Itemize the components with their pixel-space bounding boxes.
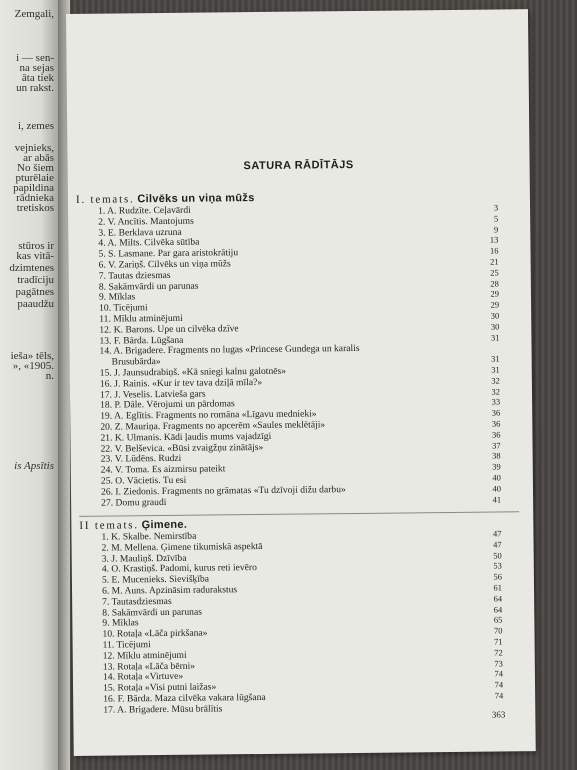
- left-page-fragment: Zemgali,: [14, 8, 54, 20]
- toc-entry[interactable]: [81, 701, 521, 716]
- toc-entry-title: 14. Rotaļa «Virtuve»: [102, 671, 184, 684]
- page-number: 363: [491, 709, 506, 720]
- toc-entry-title: 2. V. Ancītis. Mantojums: [98, 215, 194, 228]
- toc-entry-page: 74: [494, 668, 503, 679]
- toc-entry-page: 36: [491, 429, 501, 440]
- toc-entry-page: 13: [489, 234, 499, 245]
- section-name: Ģimene.: [141, 518, 188, 532]
- toc-entry-page: 50: [493, 550, 502, 561]
- toc-entry-title: 13. F. Bārda. Lūgšana: [99, 334, 184, 347]
- left-page-fragment: paaudžu: [17, 298, 54, 310]
- toc-entry-title: 15. Rotaļa «Visi putni laižas»: [103, 681, 217, 694]
- toc-entry-title: 21. K. Ulmanis. Kādi ļaudis mums vajadzīgi: [100, 430, 272, 444]
- toc-entry-page: 31: [491, 364, 500, 375]
- toc-entry-title: 8. Sakāmvārdi un parunas: [102, 606, 202, 619]
- toc-entry-title: 12. Mīklu atminējumi: [102, 649, 187, 662]
- toc-entry-page: 25: [490, 267, 499, 278]
- toc-entry-page: 32: [491, 386, 501, 397]
- toc-entry-title: 8. Sakāmvārdi un parunas: [98, 280, 199, 293]
- toc-entry-title: 10. Rotaļa «Lāča pirkšana»: [102, 627, 208, 640]
- toc-entry-title: 14. A. Brigadere. Fragments no lugas «Princese Gundega un karalis: [99, 343, 360, 358]
- toc-entry-page: 36: [491, 407, 501, 418]
- toc-entry-page: 72: [494, 647, 503, 658]
- toc-entry-page: 28: [490, 278, 499, 289]
- toc-entry-title: 6. V. Zariņš. Cilvēks un viņa mūžs: [98, 258, 231, 271]
- toc-section-2: [79, 515, 521, 716]
- toc-entry-title-continued: Brusubārda»: [111, 356, 161, 368]
- toc-entry-title: 17. J. Veselis. Latvieša gars: [99, 388, 206, 401]
- toc-entry-page: 73: [494, 658, 503, 669]
- toc-entry-title: 3. J. Mauliņš. Dzīvība: [101, 552, 187, 565]
- left-page-fragment: dzimtenes: [9, 262, 54, 274]
- toc-entry-title: 4. O. Krastiņš. Padomi, kurus reti ievēro: [101, 562, 257, 576]
- left-page-edge: [0, 0, 58, 770]
- toc-entry-page: 9: [493, 224, 499, 235]
- contents-page: [66, 9, 536, 756]
- section-label: II temats.: [79, 519, 139, 532]
- page-title: SATURA RĀDĪTĀJS: [243, 158, 354, 173]
- left-page-fragment: No šiem: [17, 162, 54, 174]
- toc-entry-page: 64: [493, 593, 503, 604]
- toc-entry-page: 56: [493, 571, 502, 582]
- toc-entry-title: 11. Ticējumi: [102, 639, 151, 651]
- toc-entry-title: 15. J. Jaunsudrabiņš. «Kā sniegi kalnu galotnēs»: [99, 365, 287, 379]
- toc-entry-title: 23. V. Lūdēns. Rudzi: [100, 453, 182, 465]
- toc-entry-page: 31: [491, 353, 500, 364]
- left-page-fragment: », «1905.: [12, 360, 54, 372]
- toc-entry-title: 2. M. Mellena. Ģimene tikumiskā aspektā: [101, 540, 263, 554]
- toc-entry-title: 10. Ticējumi: [99, 302, 148, 314]
- toc-entry-title: 3. E. Berklava uzruna: [98, 226, 182, 239]
- left-page-fragment: na sejas: [19, 62, 54, 74]
- toc-entry-title: 7. Tautasdziesmas: [102, 595, 172, 608]
- left-page-fragment: pagātnes: [15, 286, 54, 298]
- toc-entry-page: 31: [490, 332, 500, 343]
- left-page-fragment: kas vitā-: [16, 250, 54, 262]
- left-page-fragment: ieša» tēls,: [10, 350, 54, 362]
- toc-entry-page: 70: [493, 625, 503, 636]
- toc-entry-page: 71: [494, 636, 503, 647]
- toc-entry-title: 6. M. Auns. Apzināsim radurakstus: [101, 584, 238, 597]
- toc-entry-title: 5. E. Mucenieks. Sievišķība: [101, 573, 210, 586]
- left-page-fragment: pturēlaie: [15, 172, 54, 184]
- left-page-fragment: papildina: [13, 182, 54, 194]
- left-page-fragment: i, zemes: [17, 120, 54, 132]
- toc-entry-page: 37: [491, 440, 501, 451]
- toc-entry-page: 41: [492, 493, 502, 505]
- toc-entry-page: 64: [493, 604, 503, 615]
- toc-entry-title: 17. A. Brigadere. Mūsu brālītis: [103, 703, 223, 716]
- toc-entry-title: 7. Tautas dziesmas: [98, 269, 171, 282]
- section-label: I. temats.: [75, 193, 135, 206]
- toc-entry-title: 11. Mīklu atminējumi: [99, 312, 183, 325]
- toc-entry-page: 65: [493, 614, 503, 625]
- toc-entry-page: 40: [492, 483, 502, 494]
- toc-entry-title: 26. I. Ziedonis. Fragments no grāmatas «Tu dzīvoji dižu darbu»: [100, 483, 346, 498]
- toc-entry-title: 22. V. Belševica. «Būsi zvaigžņu zinātājs»: [100, 441, 264, 455]
- toc-entry-page: 29: [490, 288, 500, 299]
- toc-entry-title: 16. J. Rainis. «Kur ir tev tava dziļā mīla?»: [99, 376, 263, 390]
- toc-entry-page: 3: [493, 202, 499, 213]
- toc-entry-title: 12. K. Barons. Upe un cilvēka dzīve: [99, 322, 239, 336]
- left-page-fragment: ar abās: [23, 152, 54, 164]
- toc-entry-page: 29: [490, 299, 500, 310]
- toc-entry-page: 36: [491, 418, 501, 429]
- toc-entry-page: 74: [494, 690, 504, 701]
- left-page-fragment: tradīciju: [17, 274, 54, 286]
- toc-entry-title: 5. S. Lasmane. Par gara aristokrātiju: [98, 247, 239, 260]
- toc-entry-page: 47: [493, 539, 502, 550]
- toc-entry-title: 13. Rotaļa «Lāča bērni»: [102, 660, 196, 673]
- toc-entry-title: 9. Mīklas: [102, 617, 139, 630]
- toc-entry-page: 30: [490, 310, 500, 321]
- left-page-fragment: is Apsītis: [14, 460, 54, 472]
- toc-entry-page: 30: [490, 321, 500, 332]
- section-name: Cilvēks un viņa mūžs: [137, 192, 255, 206]
- toc-entry-title: 9. Mīklas: [98, 291, 136, 304]
- left-page-fragment: un rakst.: [16, 82, 54, 94]
- toc-entry-page: 16: [489, 245, 499, 256]
- toc-entry-page: 47: [492, 528, 502, 539]
- toc-entry-title: 16. F. Bārda. Maza cilvēka vakara lūgšana: [103, 691, 266, 705]
- toc-entry-page: 33: [491, 396, 501, 407]
- toc-entry-title: 24. V. Toma. Es aizmirsu pateikt: [100, 463, 226, 476]
- left-page-fragment: stūros ir: [18, 240, 54, 252]
- left-page-fragment: āta tiek: [21, 72, 54, 84]
- left-page-fragment: vejnieks,: [14, 142, 54, 154]
- toc-entry-title: 4. A. Milts. Cilvēka sūtība: [98, 237, 200, 250]
- toc-entry-title: 18. P. Dāle. Vērojumi un pārdomas: [100, 398, 235, 412]
- left-page-fragment: tretiskos: [16, 202, 54, 214]
- left-page-fragment: rādnieka: [16, 192, 54, 204]
- toc-entry-page: 40: [492, 472, 501, 483]
- toc-entry-title: 19. A. Eglītis. Fragments no romāna «Līgavu mednieki»: [100, 408, 317, 422]
- left-page-fragment: i — sen-: [16, 52, 54, 64]
- toc-entry-page: 53: [493, 560, 502, 571]
- toc-entry-page: 32: [491, 375, 500, 386]
- toc-entry-page: 39: [492, 461, 501, 472]
- toc-entry-page: 74: [494, 679, 504, 690]
- toc-entry-title: 1. K. Skalbe. Nemirstība: [101, 530, 197, 543]
- toc-entry-title: 1. A. Rudzīte. Ceļavārdi: [98, 204, 191, 217]
- left-page-fragment: n.: [45, 370, 54, 382]
- toc-entry-page: 38: [492, 450, 501, 461]
- toc-entry-page: 5: [493, 213, 499, 224]
- toc-section-1: [76, 189, 519, 509]
- toc-entry-page: 61: [493, 582, 503, 593]
- toc-entry-title: 20. Z. Mauriņa. Fragments no apcerēm «Saules meklētāji»: [100, 419, 326, 433]
- toc-entry-page: 21: [490, 256, 499, 267]
- toc-entry-title: 27. Domu graudi: [101, 496, 167, 509]
- toc-entry-title: 25. O. Vācietis. Tu esi: [100, 474, 187, 487]
